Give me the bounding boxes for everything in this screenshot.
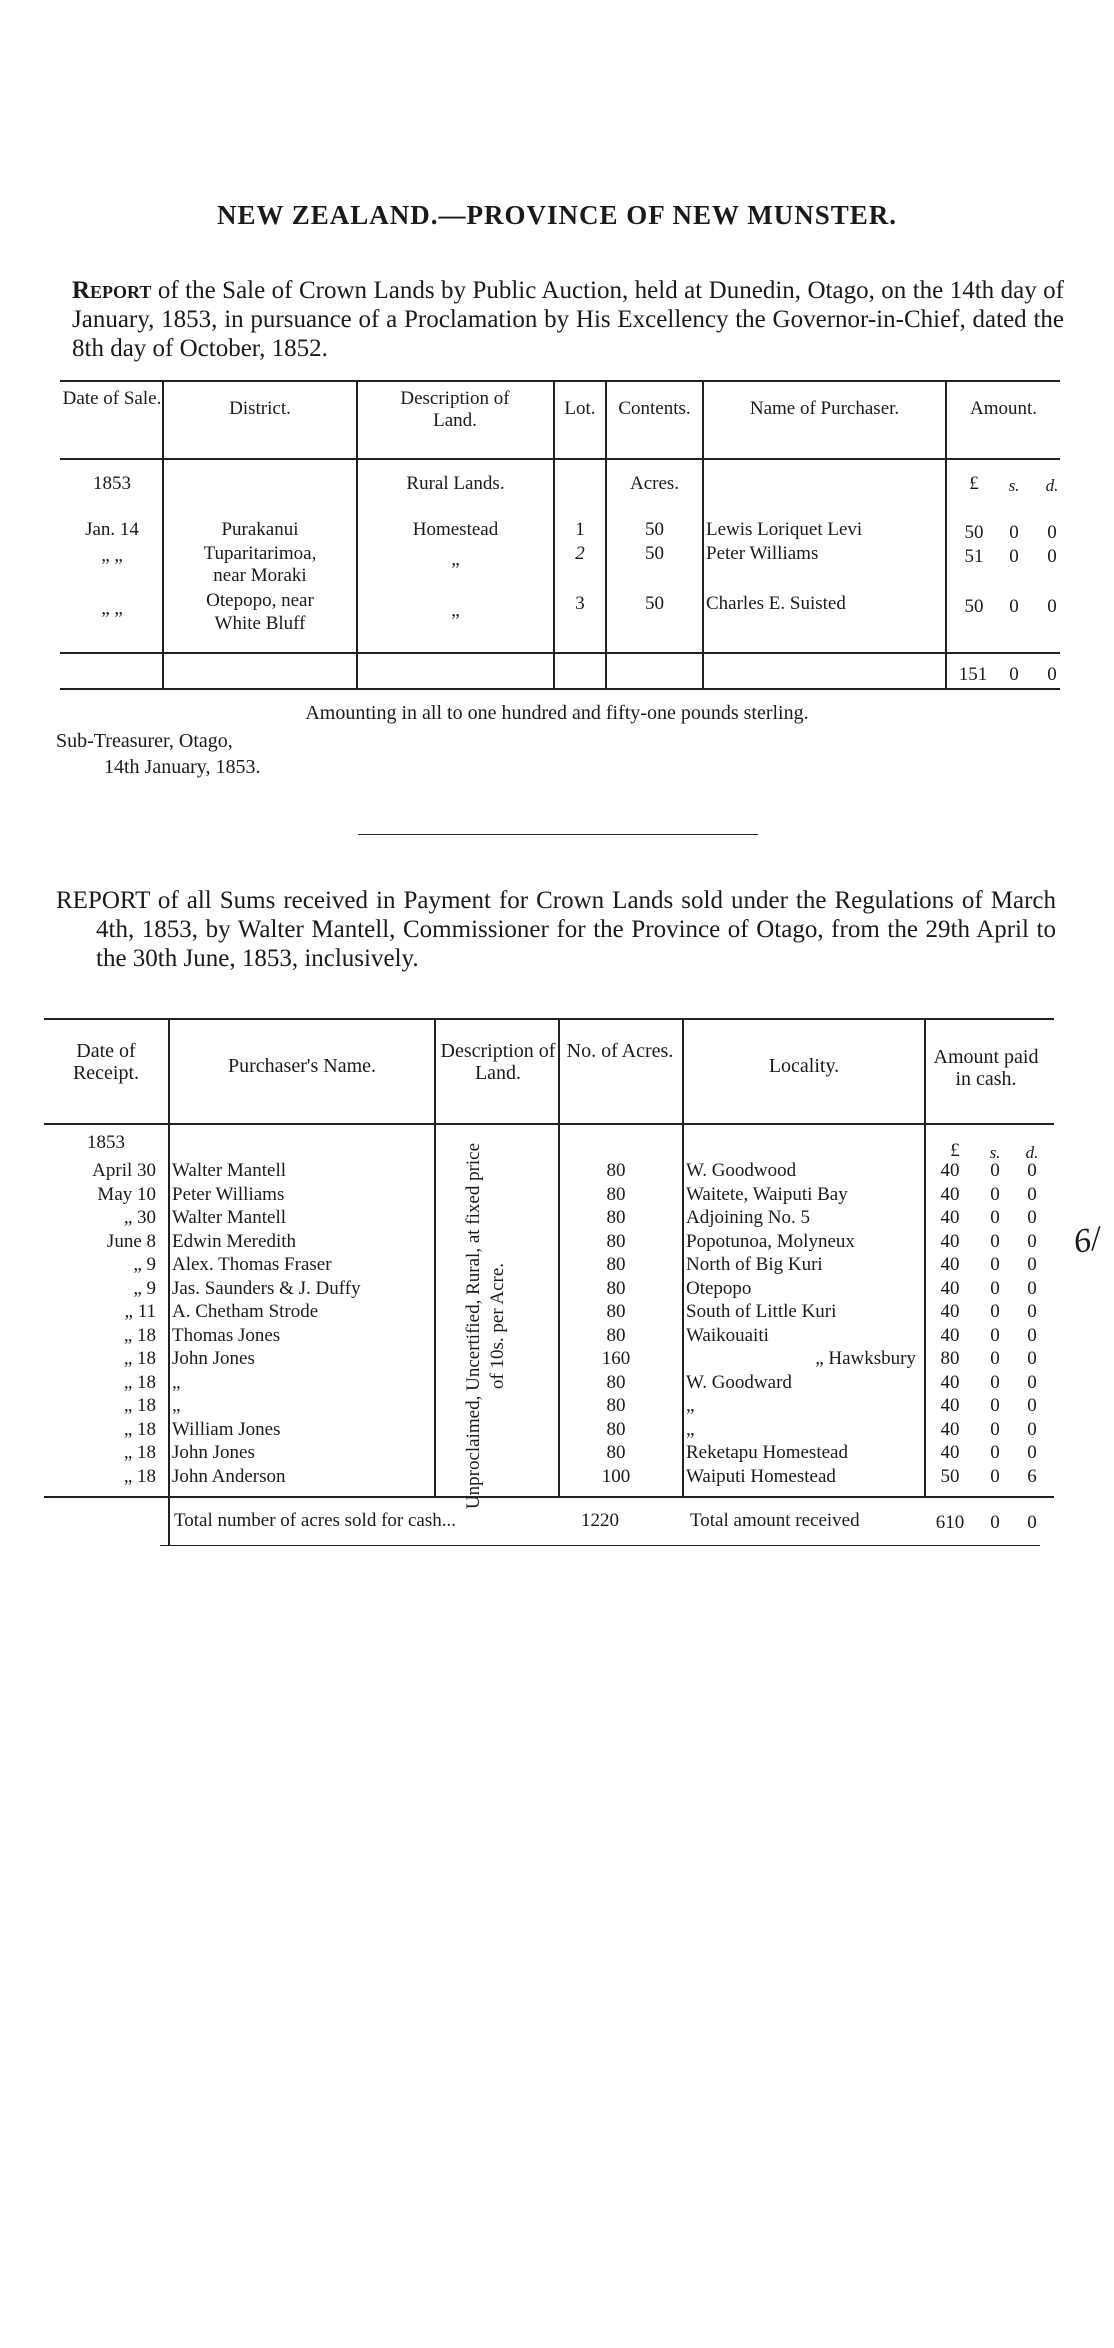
cell-acres: 80	[606, 1372, 626, 1393]
cell-s: 0	[990, 1372, 1000, 1393]
cell-locality: Adjoining No. 5	[686, 1207, 811, 1228]
section-divider	[358, 834, 758, 835]
cell-acres: 80	[606, 1278, 626, 1299]
cell-date: „ 18	[123, 1466, 156, 1487]
cell-l: 40	[940, 1372, 960, 1393]
col-purchasers-name: Purchaser's Name.	[228, 1055, 376, 1077]
cell-acres: 80	[606, 1395, 626, 1416]
cell-l: 40	[940, 1301, 960, 1322]
cell-name: Peter Williams	[172, 1184, 285, 1205]
cell-s: 0	[990, 1395, 1000, 1416]
cash-pence: d.	[1025, 1143, 1039, 1162]
cell-date: „ 30	[123, 1207, 156, 1228]
cell-l: 40	[940, 1419, 960, 1440]
receipt-year: 1853	[87, 1132, 125, 1153]
cell-d: 0	[1027, 1231, 1037, 1252]
cell-acres: 80	[606, 1325, 626, 1346]
margin-annotation: 6/	[1070, 1219, 1104, 1262]
cell-s: 0	[990, 1278, 1000, 1299]
cell-l: 80	[940, 1348, 960, 1369]
col-district: District.	[229, 398, 291, 419]
cell-name: Walter Mantell	[172, 1160, 287, 1181]
cell-locality: „	[686, 1395, 695, 1416]
cell-locality: „ Hawksbury	[815, 1348, 916, 1369]
cell-date: „ 9	[133, 1278, 156, 1299]
cell-acres: 80	[606, 1207, 626, 1228]
cell-date: May 10	[97, 1184, 156, 1205]
cell-l: 40	[940, 1395, 960, 1416]
total-amount-label: Total amount received	[690, 1510, 860, 1531]
sub-pence: d.	[1045, 476, 1059, 495]
cell-d: 0	[1027, 1442, 1037, 1463]
sub-rural-lands: Rural Lands.	[406, 473, 505, 494]
cell-date: „ 18	[123, 1372, 156, 1393]
cell-locality: Waiputi Homestead	[686, 1466, 836, 1487]
cell-locality: „	[686, 1419, 695, 1440]
cell-s: 0	[990, 1466, 1000, 1487]
cell-name: Walter Mantell	[172, 1207, 287, 1228]
cell-name: „	[172, 1372, 181, 1393]
cell-l: 40	[940, 1160, 960, 1181]
sub-acres: Acres.	[629, 473, 680, 494]
total-pounds: 151	[958, 664, 988, 685]
cell-locality: W. Goodward	[686, 1372, 792, 1393]
cell-d: 0	[1027, 1372, 1037, 1393]
cell-acres: 160	[601, 1348, 631, 1369]
cell-s: 0	[990, 1419, 1000, 1440]
cell-name: Thomas Jones	[172, 1325, 281, 1346]
rotated-description: Unproclaimed, Uncertified, Rural, at fixed price of 10s. per Acre.	[463, 1142, 508, 1510]
cell-s: 0	[990, 1254, 1000, 1275]
total2-shillings: 0	[990, 1512, 1000, 1533]
cell-s: 0	[990, 1184, 1000, 1205]
cell-locality: Popotunoa, Molyneux	[686, 1231, 855, 1252]
cell-l: 40	[940, 1278, 960, 1299]
total-shillings: 0	[1009, 664, 1019, 685]
col-description: Description of Land.	[400, 388, 510, 431]
cell-locality: Otepopo	[686, 1278, 752, 1299]
amounting-text: Amounting in all to one hundred and fifty-one pounds sterling.	[305, 702, 809, 724]
cell-acres: 80	[606, 1184, 626, 1205]
cell-locality: Waikouaiti	[686, 1325, 769, 1346]
sub-pounds: £	[969, 473, 979, 494]
cell-d: 0	[1027, 1419, 1037, 1440]
cell-l: 40	[940, 1231, 960, 1252]
cell-name: John Jones	[172, 1348, 255, 1369]
cell-name: John Anderson	[172, 1466, 286, 1487]
cell-acres: 80	[606, 1301, 626, 1322]
cell-locality: W. Goodwood	[686, 1160, 797, 1181]
cell-s: 0	[990, 1325, 1000, 1346]
cell-date: „ 11	[124, 1301, 156, 1322]
col-date-of-receipt: Date of Receipt.	[72, 1040, 140, 1084]
cell-l: 40	[940, 1207, 960, 1228]
cash-pounds: £	[950, 1140, 960, 1161]
report2-intro: REPORT of all Sums received in Payment for Crown Lands sold under the Regulations of March 4th, 1853, by Walter Mantell, Commissioner for the Province of Otago, from the 29th April to the 30th June, 1853, inclusively.	[56, 887, 1056, 972]
cell-l: 40	[940, 1442, 960, 1463]
col-date-of-sale: Date of Sale.	[62, 388, 162, 409]
col-amount-paid: Amount paid in cash.	[933, 1046, 1039, 1090]
report1-text: of the Sale of Crown Lands by Public Auction, held at Dunedin, Otago, on the 14th day of January, 1853, in pursuance of a Proclamation by His Excellency the Governor-in-Chief, dated the 8th day of October, 1852.	[72, 277, 1064, 362]
cell-date: April 30	[92, 1160, 156, 1181]
total-acres-label: Total number of acres sold for cash...	[174, 1510, 456, 1531]
cell-date: June 8	[106, 1231, 156, 1252]
cell-l: 40	[940, 1254, 960, 1275]
cell-name: A. Chetham Strode	[172, 1301, 319, 1322]
cell-s: 0	[990, 1301, 1000, 1322]
total-acres: 1220	[581, 1510, 619, 1531]
cell-date: „ 18	[123, 1348, 156, 1369]
cell-acres: 80	[606, 1442, 626, 1463]
cell-name: Alex. Thomas Fraser	[172, 1254, 332, 1275]
cell-s: 0	[990, 1231, 1000, 1252]
signature-title: Sub-Treasurer, Otago,	[56, 730, 233, 752]
cell-s: 0	[990, 1160, 1000, 1181]
report1-intro	[72, 276, 1064, 363]
cell-acres: 80	[606, 1160, 626, 1181]
sub-year: 1853	[93, 473, 131, 494]
cell-locality: Waitete, Waiputi Bay	[686, 1184, 848, 1205]
cell-d: 0	[1027, 1278, 1037, 1299]
cell-name: John Jones	[172, 1442, 255, 1463]
cell-d: 0	[1027, 1207, 1037, 1228]
cell-date: „ 18	[123, 1419, 156, 1440]
cell-d: 0	[1027, 1348, 1037, 1369]
cell-locality: North of Big Kuri	[686, 1254, 823, 1275]
cell-s: 0	[990, 1348, 1000, 1369]
col-description-of-land: Description of Land.	[440, 1040, 556, 1084]
cell-s: 0	[990, 1207, 1000, 1228]
cell-d: 0	[1027, 1254, 1037, 1275]
cell-date: „ 9	[133, 1254, 156, 1275]
cell-d: 0	[1027, 1184, 1037, 1205]
cell-d: 0	[1027, 1395, 1037, 1416]
col-locality: Locality.	[768, 1055, 840, 1077]
cell-date: „ 18	[123, 1442, 156, 1463]
cash-shillings: s.	[989, 1143, 1001, 1162]
cell-locality: South of Little Kuri	[686, 1301, 837, 1322]
cell-l: 50	[940, 1466, 960, 1487]
col-contents: Contents.	[618, 398, 691, 419]
cell-d: 0	[1027, 1160, 1037, 1181]
cell-acres: 80	[606, 1419, 626, 1440]
cell-locality: Reketapu Homestead	[686, 1442, 848, 1463]
total2-pence: 0	[1027, 1512, 1037, 1533]
cell-name: Edwin Meredith	[172, 1231, 297, 1252]
cell-name: Jas. Saunders & J. Duffy	[172, 1278, 361, 1299]
cell-name: William Jones	[172, 1419, 281, 1440]
col-amount: Amount.	[969, 398, 1038, 419]
cell-d: 0	[1027, 1301, 1037, 1322]
cell-d: 0	[1027, 1325, 1037, 1346]
total2-pounds: 610	[935, 1512, 965, 1533]
report1-lead: Report	[72, 277, 152, 304]
col-lot: Lot.	[564, 398, 596, 419]
page-title: NEW ZEALAND.—PROVINCE OF NEW MUNSTER.	[216, 200, 898, 230]
cell-acres: 80	[606, 1254, 626, 1275]
col-purchaser: Name of Purchaser.	[749, 398, 900, 419]
sub-shillings: s.	[1008, 476, 1020, 495]
signature-date: 14th January, 1853.	[104, 756, 261, 778]
cell-name: „	[172, 1395, 181, 1416]
cell-acres: 100	[601, 1466, 631, 1487]
cell-l: 40	[940, 1325, 960, 1346]
cell-d: 6	[1027, 1466, 1037, 1487]
col-no-of-acres: No. of Acres.	[566, 1040, 674, 1062]
cell-s: 0	[990, 1442, 1000, 1463]
cell-date: „ 18	[123, 1325, 156, 1346]
cell-acres: 80	[606, 1231, 626, 1252]
total-pence: 0	[1047, 664, 1057, 685]
cell-date: „ 18	[123, 1395, 156, 1416]
cell-l: 40	[940, 1184, 960, 1205]
